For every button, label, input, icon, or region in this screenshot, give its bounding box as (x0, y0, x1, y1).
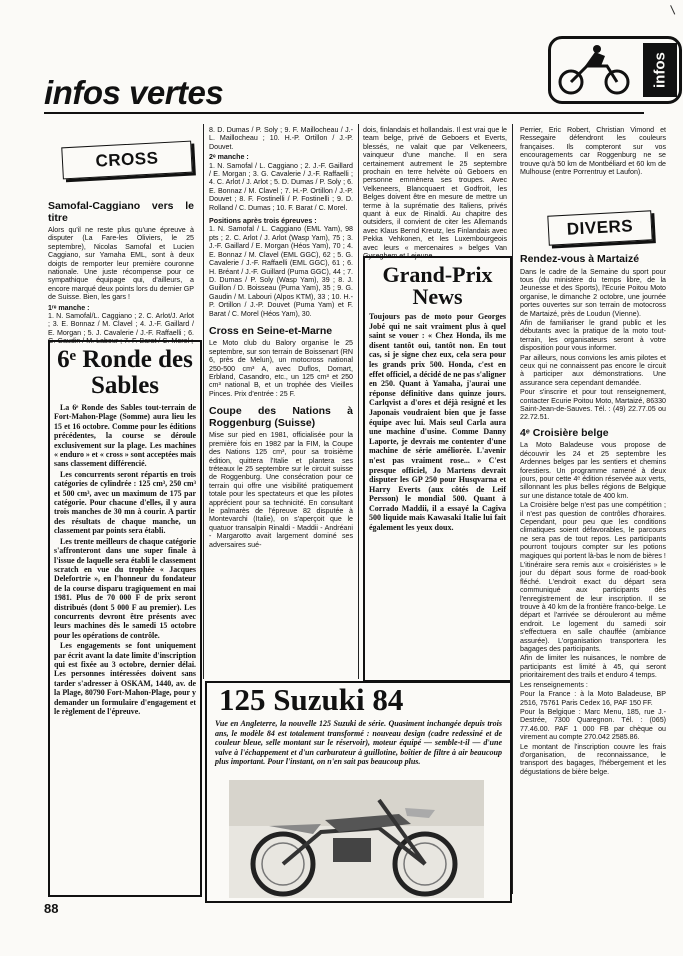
col1-article (48, 197, 194, 346)
box-p1: La 6ᵉ Ronde des Sables tout-terrain de Fort-Mahon-Plage (Somme) aura lieu les 15 et 16 octobre. Comme pour les éditions précédentes, la course se déroule exclusivement sur la plage. Les machines « enduro » et « cross » sont acceptées mais sans classement différencié. (54, 403, 196, 469)
corner-mark (670, 3, 679, 14)
positions-body: 1. N. Samofal / L. Caggiano (EML Yam), 98 pts ; 2. C. Arlot / J. Arlot (Wasp Yam), 75 ; 3. J.-F. Gaillard / E. Morgan (Héos Yam), 70 ; 4. E. Bonnaz / M. Clavel (EML GGC), 62 ; 5. G. Cavalerie / J.-F. Raffaelli (EML GGC), 61 ; 6. H. Bréant / J.-F. Guillard (Puma GGC), 44 ; 7. D. Dumas / P. Soly (Wasp Yam), 39 ; 8. J. Guillon / D. Boisseau (Puma Yam), 35 ; 9. G. Gaudin / M. Labouri (Alpos KTM), 33 ; 10. H.-P. Ortillon / J.-P. Douvet (Puma Yam) et F. Barat / C. Morel (Héos Yam), 30. (209, 225, 353, 318)
col4-cont-text: Perrier, Eric Robert, Christian Vimond et Ressegaire défendront les couleurs françaises. Ils compteront sur vos encouragements car Roggenburg ne se trouve qu'à 50 km de Montbéliard et 60 km de Mulhouse (entre Porrentruy et Laufon). (520, 126, 666, 177)
d2-p4: Afin de limiter les nuisances, le nombre de participants est limité à 45, qui seront prioritairement des trails et enduro 4 temps. (520, 654, 666, 680)
infos-logo (548, 36, 682, 104)
d2-p6: Pour la France : à la Moto Baladeuse, BP 2516, 75761 Paris Cedex 16, PAF 150 FF. (520, 690, 666, 707)
column-rule (512, 124, 513, 894)
article-body: Alors qu'il ne reste plus qu'une épreuve à disputer (La Fare-les Oliviers, le 25 septembre), Nicolas Samofal et Lucien Caggiano, sur Yamaha EML, sont à deux doigts de remporter leur première couronne nationale. Une juste récompense pour ce sympathique équipage qui, d'ailleurs, a encore marqué deux points lors du dernier GP de Suisse. Bien, les gars ! (48, 226, 194, 302)
col2-cont: 8. D. Dumas / P. Soly ; 9. F. Maillocheau / J.-L. Maillocheau ; 10. H.-P. Ortillon / J.-P. Douvet. (209, 126, 353, 151)
d1-p3: Par ailleurs, nous convions les amis pilotes et ceux qui ne connaissent pas encore le circuit à participer aux démonstrations. Une assurance sera cependant demandée. (520, 353, 666, 387)
d2-p5: Les renseignements : (520, 680, 588, 689)
d1-p1: Dans le cadre de la Semaine du sport pour tous (du ministère du temps libre, de la Jeunesse et des Sports), l'Ecurie Poitou Moto organise, le dimanche 2 octobre, une journée portes ouvertes sur son terrain de motocross de Martaizé, près de Loudun (Vienne). (520, 267, 666, 318)
d2-p2: La Croisière belge n'est pas une compétition ; il n'est pas question de contrôles d'horaires. Cependant, pour peu que les conditions climatiques soient défavorables, le parcours ne sera pas de tout repos. Les participants pourront toujours compter sur les potions magiques qui portent là-bas le nom de bières ! (520, 501, 666, 560)
manche2-title: 2ᵉ manche : (209, 153, 249, 162)
page-number: 88 (44, 901, 59, 916)
positions-title: Positions après trois épreuves : (209, 217, 317, 226)
d2-title: 4ᵉ Croisière belge (520, 426, 609, 439)
ronde-des-sables-box (48, 340, 202, 897)
d2-p1: La Moto Baladeuse vous propose de découvrir les 24 et 25 septembre les Ardennes belges par les sentiers et chemins forestiers. Un programme ramené à deux jours, pour cette 4ᵉ édition réservée aux verts, sillonnant les plus belles régions de Belgique sur une distance totale de 400 km. (520, 441, 666, 500)
col4 (520, 250, 666, 895)
a2-title: Cross en Seine-et-Marne (209, 324, 333, 337)
box-title: 6ᵉ Ronde des Sables (57, 346, 193, 399)
d1-p4: Pour s'inscrire et pour tout renseignement, contacter Ecurie Poitou Moto, Martaizé, 86330 Saint-Jean-de-Sauves. Tél. : (49) 22.77.05 ou 22.72.51. (520, 388, 666, 422)
box-p4: Les engagements se font uniquement par écrit avant la date limite d'inscription qui est fixée au 3 octobre, dernier délai. Les personnes intéressées doivent sans tarder s'adresser à OSKAM, 1440, av. de la Plage, 80790 Fort-Mahon-Plage, pour y demander un formulaire d'engagement et le règlement de l'épreuve. (54, 641, 196, 716)
d2-p8: Le montant de l'inscription couvre les frais d'organisation, de reconnaissance, le transport des bagages, l'hébergement et les dégustations de bière belge. (520, 742, 666, 776)
a2-body: Le Moto club du Balory organise le 25 septembre, sur son terrain de Boissenart (RN 6, près de Melun), un motocross national 250-500 cm³ A, avec Duflos, Domart, Erbland, Casandro, etc., un 125 cm³ et 250 cm³ national B, et un trophée des Vieilles Pinces. Prix d'entrée : 25 F. (209, 339, 353, 398)
section-title: infos vertes (44, 74, 224, 111)
manche2-body: 1. N. Samofal / L. Caggiano ; 2. J.-F. Gaillard / E. Morgan ; 3. G. Cavalerie / J.-F. Raffaelli ; 4. C. Arlot / J. Arlot ; 5. D. Dumas / P. Soly ; 6. E. Bonnaz / M. Clavel ; 7. H.-P. Ortillon / J.-P. Douvet ; 8. F. Fostinelli / P. Fostinelli ; 9. D. Rolland / C. Dumas ; 10. F. Barat / C. Morel. (209, 161, 353, 212)
d2-p7: Pour la Belgique : Marc Menu, 185, rue J.-Destrée, 7300 Quaregnon. Tél. : (065) 77.46.00. PAF 1 000 FB par chèque ou virement au compte 270.042 2585.86. (520, 707, 666, 742)
d1-p2: Afin de familiariser le grand public et les débutants avec la pratique de la moto tout-terrain, les organisateurs seront à votre disposition pour vous informer. (520, 318, 666, 353)
gp-title: Grand-Prix News (382, 262, 493, 309)
divers-tag: DIVERS (547, 210, 652, 245)
box-p3: Les trente meilleurs de chaque catégorie s'affronteront dans une super finale à l'issue de laquelle sera établi le classement scratch en vue du trophée « Jacques Delefortrie », en l'honneur du fondateur de la course disparu tragiquement en mai 1981. Plus de 70 000 F de prix seront distribués (dont 5 000 F au premier). Les concurrents devront être présents avec leurs machines dès le samedi 15 octobre pour les opérations de contrôle. (54, 536, 196, 640)
a3-body: Mise sur pied en 1981, officialisée pour la première fois en 1982 par la FIM, la Coupe des Nations 125 cm³, pour sa troisième édition, quittera l'Italie et plantera ses tréteaux le 25 septembre sur le circuit suisse de Roggenburg. Une consécration pour ce terrain qui offre une visibilité pratiquement totale pour les spectateurs et que les pilotes apprécient pour sa technicité. En consultant le palmarès de l'épreuve 82 disputée à Montevarchi (Italie), on s'aperçoit que le quatuor transalpin Rinaldi - Maddii - Andréani - Margarotto avait largement dominé ses adversaires sué- (209, 431, 353, 549)
a3-title: Coupe des Nations à Roggenburg (Suisse) (209, 405, 353, 429)
col2 (209, 126, 353, 676)
column-rule (203, 124, 204, 679)
col3 (363, 126, 507, 261)
cross-tag: CROSS (61, 141, 192, 180)
infos-badge-text: infos (643, 43, 677, 97)
suzuki-title: 125 Suzuki 84 (219, 682, 404, 717)
manche1-title: 1ʳᵉ manche : (48, 303, 90, 312)
d2-p3: L'itinéraire sera remis aux « croisiéristes » le jour du départ sous forme de road-book fléché. L'endroit exact du départ sera communiqué aux participants dès l'enregistrement de leur inscription. Il se trouve à 40 km de la frontière franco-belge. Le départ et l'arrivée se dérouleront au même endroit. Le logement du samedi soir s'effectuera en salle chauffée (ambiance assurée). L'organisation transportera les bagages des participants. (520, 561, 666, 654)
col3-cont: dois, finlandais et hollandais. Il est vrai que le team belge, privé de Geboers et Everts, blessés, ne valait que par Velkeneers, vainqueur d'une manche. Il en sera certainement autrement le 25 septembre prochain en terre helvète où Geboers en personne emmènera ses troupes. Avec Velkeneers, Blancquaert et Godfroit, les Belges doivent être en mesure de mettre un terme à la suprématie des Italiens, privés quant à eux de Rinaldi. Au chapitre des outsiders, il convient de citer les Allemands avec Klaus Bernd Kreutz, les Finlandais avec Pekka Vehkonen, et les Luxembourgeois avec leurs « mercenaires » belges Van Gyseghem et Lejeune. (363, 126, 507, 261)
article-title: Samofal-Caggiano vers le titre (48, 200, 194, 224)
column-rule (358, 124, 359, 679)
suzuki-motorcycle-photo (229, 780, 484, 898)
manche1-body: 1. N. Samofal/L. Caggiano ; 2. C. Arlot/J. Arlot ; 3. E. Bonnaz / M. Clavel ; 4. J.-F. Gaillard / E. Morgan ; 5. J. Cavalerie / J.-F. Raffaelli ; 6. G. Gaudin / M. Labour ; 7. F. Barat / C. Morel ; (48, 312, 194, 346)
col4-cont (520, 126, 666, 186)
grand-prix-news-box (363, 256, 512, 682)
d1-title: Rendez-vous à Martaizé (520, 253, 640, 265)
suzuki-body: Vue en Angleterre, la nouvelle 125 Suzuki de série. Quasiment inchangée depuis trois ans, le modèle 84 est totalement transformé : nouveau design (cadre redessiné et de couleur bleue, selle montant sur le réservoir), moteur équipé — semble-t-il — d'une valve à l'échappement et d'un carburateur à guillotine, boîtier de filtre à air beaucoup plus important. Pour l'instant, on n'en sait pas beaucoup plus. (215, 719, 502, 767)
box-p2: Les concurrents seront répartis en trois catégories de cylindrée : 125 cm³, 250 cm³ et 500 cm³, avec un maximum de 175 par catégorie. Pour chacune d'elles, il y aura trois manches de 30 mn à courir. A partir des résultats de chaque manche, un classement par points sera établi. (54, 469, 196, 536)
header-rule (44, 112, 644, 114)
gp-body: Toujours pas de moto pour Georges Jobé qui ne sait vraiment plus à quel saint se vouer : « Chez Honda, ils me disent tantôt oui, tantôt non. En tout cas, si je signe chez eux, cela sera pour les grands prix 500. Honda, c'est en effet officiel, a décidé de ne pas s'aligner en 250. Quant à Yamaha, j'aurai une réponse définitive dans quinze jours. Carlqvist a d'ores et déjà resigné et les Japonais voudraient bien que je fasse équipe avec lui. Mais seul Carla aura une machine d'usine. Comme Danny Laporte, je devrais me contenter d'une machine de série améliorée. L'avenir n'est pas vraiment rose... » C'est presque officiel, Jo Martens devrait disputer les GP 250 pour Husqvarna et Harry Everts (aux côtés de Leif Persson) le mondial 500. Quant à Corrado Maddii, il a essayé la Cagiva 500 liquide mais Kawasaki Italie lui fait également les yeux doux. (369, 312, 506, 533)
suzuki-box (205, 681, 512, 903)
motorbike-rider-icon (555, 42, 635, 98)
